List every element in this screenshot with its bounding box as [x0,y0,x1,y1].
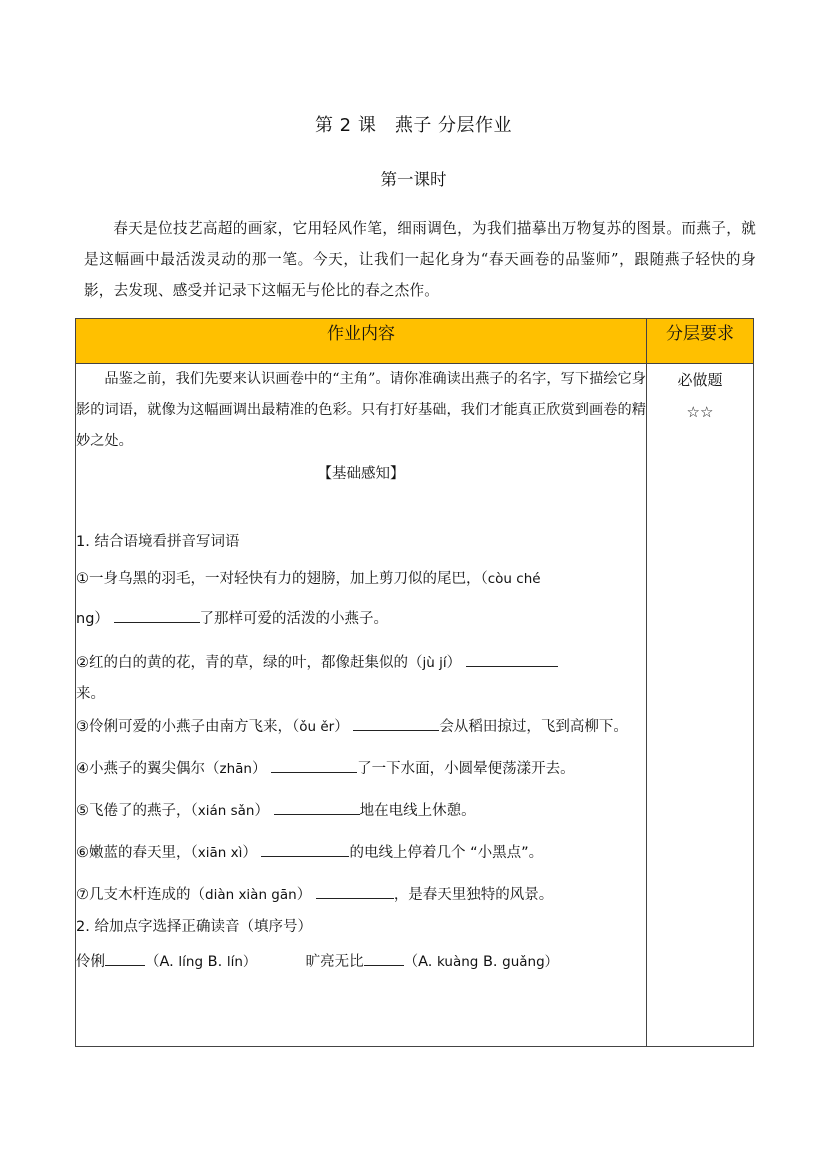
q1-i5-text-b: ） [254,803,269,819]
q2-w1-pinyin-b: lín） [226,954,257,970]
requirement-cell [647,364,754,1047]
header-content: 作业内容 [76,319,647,364]
q1-i6-text-c: 的电线上停着几个 “小黑点”。 [349,845,544,861]
q2-w2-opt-b: B. [482,954,498,970]
q1-i5-pinyin: xián sǎn [197,803,255,819]
q1-i2-text-c: 来。 [76,686,105,702]
lesson-period: 第一课时 [380,170,447,189]
q1-item-1-cont [76,605,646,633]
q2-w1-opt-b: B. [207,954,223,970]
q2-title: 2. 给加点字选择正确读音（填序号） [76,919,312,935]
answer-blank[interactable] [105,950,145,966]
q2-w2-pinyin-b: guǎng） [502,954,559,970]
lead-paragraph: 品鉴之前，我们先要来认识画卷中的“主角”。请你准确读出燕子的名字，写下描绘它身影的词语，就像为这幅画调出最精准的色彩。只有打好基础，我们才能真正欣赏到画卷的精妙之处。 [76,371,646,449]
q1-i7-text-b: ） [296,887,312,903]
header-requirement: 分层要求 [647,319,754,364]
q1-i1-text-b: ng） [76,611,109,627]
answer-blank[interactable] [364,950,404,966]
q1-i2-text: ②红的白的黄的花，青的草，绿的叶，都像赶集似的（ [76,655,423,671]
q1-item-1 [76,565,646,593]
q1-i7-text: ⑦几支木杆连成的（ [76,887,205,903]
q1-i7-pinyin: diàn xiàn gān [205,887,297,903]
answer-blank[interactable] [353,715,439,731]
q1-item-3 [76,713,646,741]
q1-i3-pinyin: ǒu ěr [299,719,335,735]
answer-blank[interactable] [274,799,360,815]
q1-item-6 [76,839,646,867]
q1-i3-text: ③伶俐可爱的小燕子由南方飞来，（ [76,719,300,735]
q1-item-5 [76,797,646,825]
q2-w2: 旷亮无比 [305,954,364,970]
q2-w1: 伶俐 [76,954,105,970]
q2-w2-pinyin-a: kuàng [436,954,479,970]
q2-row [76,949,646,975]
q2-w1-pinyin-a: líng [178,954,204,970]
answer-blank[interactable] [114,607,200,623]
q1-i2-pinyin: jù jí [422,655,447,671]
q1-i1-pinyin: còu ché [487,571,541,587]
q1-i5-text-c: 地在电线上休憩。 [359,803,476,819]
homework-table [75,318,754,1047]
q1-i1-text: ①一身乌黑的羽毛，一对轻快有力的翅膀，加上剪刀似的尾巴，（ [76,571,488,587]
difficulty-stars: ☆☆ [686,403,714,421]
page-title: 第 2 课 燕子 分层作业 [314,115,513,136]
q1-i4-text-b: ） [251,761,267,777]
q1-i3-text-b: ） [334,719,349,735]
content-cell [76,364,647,1047]
requirement-level: 必做题 [677,371,723,389]
q1-i4-text: ④小燕子的翼尖偶尔（ [76,761,220,777]
answer-blank[interactable] [316,883,394,899]
q1-i5-text: ⑤飞倦了的燕子，（ [76,803,198,819]
answer-blank[interactable] [466,651,558,667]
q1-i6-text-b: ） [242,845,257,861]
intro-paragraph: 春天是位技艺高超的画家，它用轻风作笔，细雨调色，为我们描摹出万物复苏的图景。而燕子，就是这幅画中最活泼灵动的那一笔。今天，让我们一起化身为“春天画卷的品鉴师”，跟随燕子轻快的身影，去发现、感受并记录下这幅无与伦比的春之杰作。 [84,220,756,299]
section-heading: 【基础感知】 [317,466,405,482]
q1-item-2 [76,649,646,677]
q1-i6-text: ⑥嫩蓝的春天里，（ [76,845,198,861]
q1-i4-text-c: 了一下水面，小圆晕便荡漾开去。 [357,761,575,777]
answer-blank[interactable] [271,757,357,773]
q1-i2-text-b: ） [446,655,462,671]
q2-w2-opt-a: （A. [403,954,433,970]
answer-blank[interactable] [261,841,349,857]
q1-i3-text-c: 会从稻田掠过，飞到高柳下。 [439,719,628,735]
q1-i1-text-c: 了那样可爱的活泼的小燕子。 [199,611,389,627]
q1-item-7 [76,881,646,909]
q2-w1-opt-a: （A. [145,954,174,970]
q1-i7-text-c: ，是春天里独特的风景。 [393,887,554,903]
q1-i6-pinyin: xiān xì [197,845,243,861]
q1-title: 1. 结合语境看拼音写词语 [76,534,240,550]
q1-i4-pinyin: zhān [219,761,252,777]
q1-item-2-cont [76,681,646,707]
q1-item-4 [76,755,646,783]
